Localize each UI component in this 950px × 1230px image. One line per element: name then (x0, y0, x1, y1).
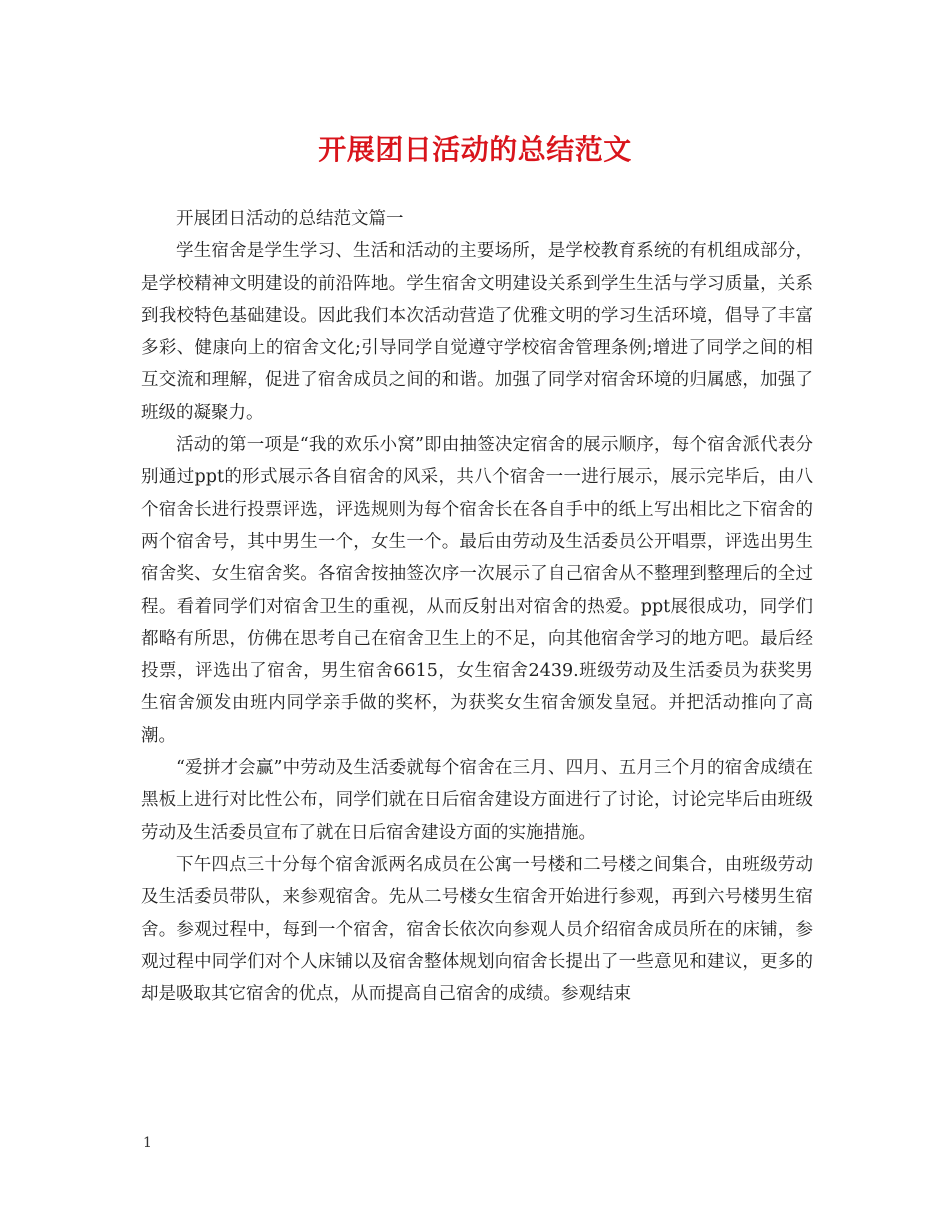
paragraph-1: 学生宿舍是学生学习、生活和活动的主要场所，是学校教育系统的有机组成部分，是学校精神文明建设的前沿阵地。学生宿舍文明建设关系到学生生活与学习质量，关系到我校特色基础建设。因此我们本次活动营造了优雅文明的学习生活环境，倡导了丰富多彩、健康向上的宿舍文化;引导同学自觉遵守学校宿舍管理条例;增进了同学之间的相互交流和理解，促进了宿舍成员之间的和谐。加强了同学对宿舍环境的归属感，加强了班级的凝聚力。 (141, 241, 813, 423)
document-body (141, 203, 813, 1010)
document-title: 开展团日活动的总结范文 (318, 133, 632, 166)
page-number: 1 (143, 1135, 152, 1151)
section-heading: 开展团日活动的总结范文篇一 (176, 209, 404, 229)
paragraph-2: 活动的第一项是“我的欢乐小窝”即由抽签决定宿舍的展示顺序，每个宿舍派代表分别通过ppt的形式展示各自宿舍的风采，共八个宿舍一一进行展示，展示完毕后，由八个宿舍长进行投票评选，评选规则为每个宿舍长在各自手中的纸上写出相比之下宿舍的两个宿舍号，其中男生一个，女生一个。最后由劳动及生活委员公开唱票，评选出男生宿舍奖、女生宿舍奖。各宿舍按抽签次序一次展示了自己宿舍从不整理到整理后的全过程。看着同学们对宿舍卫生的重视，从而反射出对宿舍的热爱。ppt展很成功，同学们都略有所思，仿佛在思考自己在宿舍卫生上的不足，向其他宿舍学习的地方吧。最后经投票，评选出了宿舍，男生宿舍6615，女生宿舍2439.班级劳动及生活委员为获奖男生宿舍颁发由班内同学亲手做的奖杯，为获奖女生宿舍颁发皇冠。并把活动推向了高潮。 (141, 435, 813, 746)
paragraph-3: “爱拼才会赢”中劳动及生活委就每个宿舍在三月、四月、五月三个月的宿舍成绩在黑板上进行对比性公布，同学们就在日后宿舍建设方面进行了讨论，讨论完毕后由班级劳动及生活委员宣布了就在日后宿舍建设方面的实施措施。 (141, 758, 813, 843)
paragraph-4: 下午四点三十分每个宿舍派两名成员在公寓一号楼和二号楼之间集合，由班级劳动及生活委员带队，来参观宿舍。先从二号楼女生宿舍开始进行参观，再到六号楼男生宿舍。参观过程中，每到一个宿舍，宿舍长依次向参观人员介绍宿舍成员所在的床铺，参观过程中同学们对个人床铺以及宿舍整体规划向宿舍长提出了一些意见和建议，更多的却是吸取其它宿舍的优点，从而提高自己宿舍的成绩。参观结束 (141, 854, 813, 1005)
